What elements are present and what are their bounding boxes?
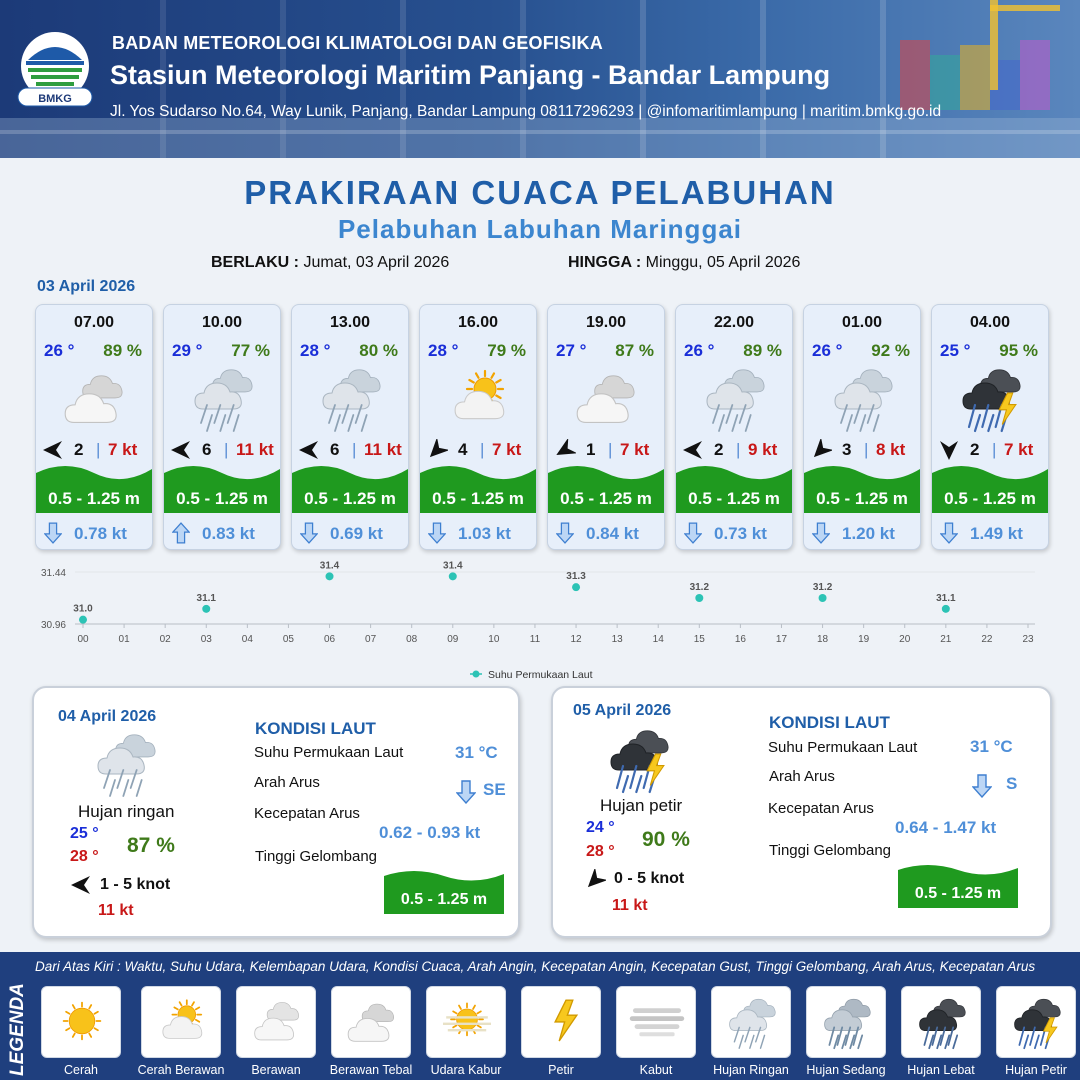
arrow-down-icon [972, 774, 992, 798]
wind-direction-icon [70, 874, 92, 896]
wave-label: Tinggi Gelombang [769, 842, 892, 859]
legend-label: Cerah [63, 1063, 99, 1077]
legend-marker [473, 671, 480, 678]
wave-value: 0.5 - 1.25 m [400, 891, 488, 908]
forecast-time: 01.00 [841, 314, 883, 331]
day-panel-1 [32, 686, 520, 938]
wind-speed: 6 [202, 440, 212, 459]
forecast-temperature: 28 ° [300, 341, 331, 360]
x-tick-label: 15 [693, 634, 705, 645]
valid-from-value: Jumat, 03 April 2026 [303, 254, 450, 271]
hujan-ringan-icon [183, 361, 263, 433]
berawan-icon [245, 991, 309, 1051]
kabut-icon [625, 991, 689, 1051]
day-humidity: 87 % [127, 834, 175, 857]
day-gust: 11 kt [612, 897, 648, 914]
forecast-card [547, 304, 665, 550]
x-tick-label: 16 [734, 634, 746, 645]
legend-vertical-title [0, 952, 32, 1080]
day-temp-max: 28 ° [70, 848, 99, 865]
wave-height: 0.5 - 1.25 m [816, 489, 908, 508]
current-dir-value: S [1006, 774, 1018, 793]
legend-label: Hujan Lebat [907, 1063, 975, 1077]
wind-row [810, 439, 918, 461]
forecast-time: 16.00 [457, 314, 499, 331]
hujan-lebat-icon [910, 991, 974, 1051]
wave-height: 0.5 - 1.25 m [304, 489, 396, 508]
wind-direction-icon [682, 439, 704, 461]
x-tick-label: 02 [159, 634, 171, 645]
arrow-down-icon [428, 521, 446, 545]
day-wind-speed: 0 - 5 knot [614, 870, 685, 887]
valid-to-label: HINGGA : [568, 254, 642, 271]
sst-point [572, 583, 580, 591]
hujan-petir-icon [1005, 991, 1069, 1051]
legend-label: Suhu Permukaan Laut [488, 669, 593, 681]
port-name: Pelabuhan Labuhan Maringgai [337, 214, 743, 244]
gust-speed: 9 kt [748, 440, 778, 459]
forecast-temperature: 26 ° [812, 341, 843, 360]
x-tick-label: 09 [447, 634, 459, 645]
current-speed-value: 0.64 - 1.47 kt [895, 818, 997, 837]
wind-direction-icon [298, 439, 320, 461]
wind-speed: 6 [330, 440, 340, 459]
sst-point-label: 31.2 [689, 582, 710, 593]
current-speed: 1.20 kt [842, 524, 895, 543]
gust-speed: 11 kt [236, 440, 274, 459]
sst-point-label: 31.4 [319, 560, 340, 572]
forecast-time: 10.00 [201, 314, 243, 331]
y-tick-label: 30.96 [40, 620, 66, 631]
legend-vertical-text: LEGENDA [7, 983, 28, 1076]
wind-row [682, 439, 790, 461]
wind-direction-icon [426, 439, 448, 461]
day-panel-date: 04 April 2026 [58, 708, 157, 725]
gust-speed: 7 kt [492, 440, 522, 459]
x-tick-label: 21 [940, 634, 952, 645]
legend-tile-berawan [236, 986, 316, 1058]
current-speed-value: 0.62 - 0.93 kt [379, 823, 481, 842]
wave-height: 0.5 - 1.25 m [48, 489, 140, 508]
arrow-down-icon [684, 521, 702, 545]
current-speed: 0.83 kt [202, 524, 255, 543]
forecast-humidity: 95 % [999, 341, 1038, 360]
x-tick-label: 03 [200, 634, 212, 645]
station-address: Jl. Yos Sudarso No.64, Way Lunik, Panjang, Bandar Lampung 08117296293 | @infomaritimlampung | maritim.bmkg.go.id [110, 103, 942, 120]
legend-tile-hujan-lebat [901, 986, 981, 1058]
udara-kabur-icon [435, 991, 499, 1051]
wave-height: 0.5 - 1.25 m [688, 489, 780, 508]
separator: | [352, 440, 357, 459]
current-row [300, 521, 404, 545]
sst-point-label: 31.3 [566, 571, 586, 583]
day-weather-icon [86, 726, 166, 798]
sst-value: 31 °C [455, 743, 498, 762]
sst-point-label: 31.0 [73, 603, 93, 615]
current-row [684, 521, 788, 545]
wind-speed: 4 [458, 440, 468, 459]
petir-icon [530, 991, 594, 1051]
forecast-card [291, 304, 409, 550]
separator: | [224, 440, 229, 459]
current-row [172, 521, 276, 545]
sst-point-label: 31.4 [443, 560, 463, 572]
x-tick-label: 12 [570, 634, 582, 645]
legend-label: Berawan Tebal [329, 1063, 413, 1077]
gust-speed: 11 kt [364, 440, 402, 459]
wind-speed: 1 [586, 440, 596, 459]
berawan-tebal-icon [567, 361, 647, 433]
arrow-down-icon [556, 521, 574, 545]
forecast-temperature: 29 ° [172, 341, 203, 360]
sst-point-label: 31.1 [936, 592, 956, 604]
org-name: BADAN METEOROLOGI KLIMATOLOGI DAN GEOFISIKA [112, 33, 603, 53]
forecast-time: 13.00 [329, 314, 371, 331]
separator: | [992, 440, 997, 459]
hujan-ringan-icon [720, 991, 784, 1051]
cerah-icon [50, 991, 114, 1051]
legend-tile-cerah [41, 986, 121, 1058]
day-condition: Hujan petir [600, 796, 683, 815]
gust-speed: 8 kt [876, 440, 906, 459]
current-row [556, 521, 660, 545]
forecast-card [931, 304, 1049, 550]
separator: | [96, 440, 101, 459]
legend-tile-berawan-tebal [331, 986, 411, 1058]
arrow-down-icon [300, 521, 318, 545]
arrow-down-icon [940, 521, 958, 545]
wind-direction-icon [810, 439, 832, 461]
sst-label: Suhu Permukaan Laut [768, 739, 918, 756]
x-tick-label: 22 [981, 634, 993, 645]
forecast-humidity: 80 % [359, 341, 398, 360]
berawan-tebal-icon [340, 991, 404, 1051]
forecast-temperature: 26 ° [44, 341, 75, 360]
current-speed: 0.69 kt [330, 524, 383, 543]
legend-label: Hujan Petir [1005, 1063, 1067, 1077]
current-dir-label: Arah Arus [769, 768, 835, 785]
separator: | [480, 440, 485, 459]
x-tick-label: 00 [77, 634, 89, 645]
sea-condition-title: KONDISI LAUT [769, 713, 890, 732]
legend-label: Berawan [251, 1063, 301, 1077]
valid-to [568, 254, 800, 272]
legend-description: Dari Atas Kiri : Waktu, Suhu Udara, Kelembapan Udara, Kondisi Cuaca, Arah Angin, Kecepatan Angin, Kecepatan Gust, Tinggi Gelombang, Arah Arus, Kecepatan Arus [35, 959, 1036, 974]
gust-speed: 7 kt [620, 440, 650, 459]
forecast-temperature: 28 ° [428, 341, 459, 360]
forecast-temperature: 25 ° [940, 341, 971, 360]
wind-speed: 2 [970, 440, 980, 459]
forecast-humidity: 77 % [231, 341, 270, 360]
current-speed-label: Kecepatan Arus [768, 800, 874, 817]
day-humidity: 90 % [642, 828, 690, 851]
page-title: PRAKIRAAN CUACA PELABUHAN [244, 174, 836, 211]
wind-row [298, 439, 406, 461]
day-temp-min: 25 ° [70, 825, 99, 842]
valid-to-value: Minggu, 05 April 2026 [645, 254, 801, 271]
current-row [940, 521, 1044, 545]
forecast-time: 19.00 [585, 314, 627, 331]
day-gust: 11 kt [98, 902, 134, 919]
station-name: Stasiun Meteorologi Maritim Panjang - Bandar Lampung [110, 60, 831, 90]
sst-chart [30, 560, 1050, 685]
sst-point [695, 594, 703, 602]
legend-label: Hujan Ringan [713, 1063, 789, 1077]
x-tick-label: 08 [406, 634, 418, 645]
x-tick-label: 01 [118, 634, 130, 645]
forecast-humidity: 79 % [487, 341, 526, 360]
current-row [44, 521, 148, 545]
separator: | [736, 440, 741, 459]
legend [0, 952, 1080, 1080]
current-speed: 0.73 kt [714, 524, 767, 543]
arrow-up-icon [172, 521, 190, 545]
current-speed-label: Kecepatan Arus [254, 805, 360, 822]
forecast-time: 22.00 [713, 314, 755, 331]
day-panel-date: 05 April 2026 [573, 702, 672, 719]
wind-speed: 3 [842, 440, 852, 459]
forecast-humidity: 89 % [743, 341, 782, 360]
wind-row [170, 439, 278, 461]
bmkg-logo [14, 30, 96, 108]
current-row [428, 521, 532, 545]
cerah-berawan-icon [439, 361, 519, 433]
forecast-time: 04.00 [969, 314, 1011, 331]
legend-tile-hujan-ringan [711, 986, 791, 1058]
sst-point [326, 572, 334, 580]
forecast-time: 07.00 [73, 314, 115, 331]
wind-row [42, 439, 150, 461]
sst-point [942, 605, 950, 613]
x-tick-label: 17 [775, 634, 788, 645]
x-tick-label: 07 [365, 634, 377, 645]
sst-point-label: 31.2 [812, 582, 833, 593]
x-tick-label: 23 [1022, 634, 1034, 645]
bmkg-logo-text: BMKG [38, 93, 72, 105]
x-tick-label: 19 [858, 634, 870, 645]
x-tick-label: 14 [652, 634, 664, 645]
gust-speed: 7 kt [1004, 440, 1034, 459]
hujan-ringan-icon [695, 361, 775, 433]
separator: | [864, 440, 869, 459]
forecast-card [163, 304, 281, 550]
wind-speed: 2 [714, 440, 724, 459]
separator: | [608, 440, 613, 459]
cerah-berawan-icon [150, 991, 214, 1051]
wind-direction-icon [554, 439, 576, 461]
wind-direction-icon [938, 439, 960, 461]
current-speed: 1.03 kt [458, 524, 511, 543]
forecast-temperature: 27 ° [556, 341, 587, 360]
x-tick-label: 04 [241, 634, 253, 645]
wave-label: Tinggi Gelombang [255, 848, 378, 865]
forecast-card [803, 304, 921, 550]
x-tick-label: 10 [488, 634, 500, 645]
sst-point [819, 594, 827, 602]
legend-label: Cerah Berawan [137, 1063, 225, 1077]
day-condition: Hujan ringan [78, 802, 175, 821]
day-wind-speed: 1 - 5 knot [100, 876, 171, 893]
wind-direction-icon [584, 869, 606, 891]
valid-from [211, 254, 449, 272]
gust-speed: 7 kt [108, 440, 138, 459]
day-temp-max: 28 ° [586, 843, 615, 860]
forecast-card [35, 304, 153, 550]
current-speed: 0.78 kt [74, 524, 127, 543]
wind-speed: 2 [74, 440, 84, 459]
legend-tile-hujan-sedang [806, 986, 886, 1058]
current-speed: 0.84 kt [586, 524, 639, 543]
x-tick-label: 20 [899, 634, 911, 645]
arrow-down-icon [812, 521, 830, 545]
arrow-down-icon [456, 780, 476, 804]
day-temp-min: 24 ° [586, 819, 615, 836]
hujan-sedang-icon [815, 991, 879, 1051]
current-dir-label: Arah Arus [254, 774, 320, 791]
forecast-humidity: 87 % [615, 341, 654, 360]
wind-row [426, 439, 534, 461]
day1-date: 03 April 2026 [37, 278, 136, 295]
berawan-tebal-icon [55, 361, 135, 433]
forecast-humidity: 92 % [871, 341, 910, 360]
legend-tile-petir [521, 986, 601, 1058]
current-speed: 1.49 kt [970, 524, 1023, 543]
day-weather-icon [599, 722, 679, 794]
legend-tile-cerah-berawan [141, 986, 221, 1058]
sst-point-label: 31.1 [196, 592, 216, 604]
wind-row [554, 439, 662, 461]
legend-label: Petir [548, 1063, 574, 1077]
sst-label: Suhu Permukaan Laut [254, 744, 404, 761]
day-panel-2 [551, 686, 1052, 938]
header-banner [0, 0, 1080, 158]
hujan-ringan-icon [823, 361, 903, 433]
x-tick-label: 18 [817, 634, 829, 645]
x-tick-label: 06 [323, 634, 336, 645]
legend-label: Hujan Sedang [806, 1063, 886, 1077]
legend-tile-udara-kabur [426, 986, 506, 1058]
hujan-petir-icon [951, 361, 1031, 433]
sea-condition-title: KONDISI LAUT [255, 719, 376, 738]
legend-label: Udara Kabur [430, 1063, 502, 1077]
wave-height: 0.5 - 1.25 m [176, 489, 268, 508]
x-tick-label: 05 [282, 634, 294, 645]
wave-height: 0.5 - 1.25 m [432, 489, 524, 508]
legend-tile-hujan-petir [996, 986, 1076, 1058]
x-tick-label: 13 [611, 634, 623, 645]
valid-from-label: BERLAKU : [211, 254, 299, 271]
wind-direction-icon [170, 439, 192, 461]
x-tick-label: 11 [529, 634, 541, 645]
wave-height: 0.5 - 1.25 m [560, 489, 652, 508]
wave-height: 0.5 - 1.25 m [944, 489, 1036, 508]
sst-point [202, 605, 210, 613]
current-row [812, 521, 916, 545]
forecast-humidity: 89 % [103, 341, 142, 360]
forecast-card [419, 304, 537, 550]
forecast-temperature: 26 ° [684, 341, 715, 360]
arrow-down-icon [44, 521, 62, 545]
sst-value: 31 °C [970, 737, 1013, 756]
sst-point [449, 572, 457, 580]
forecast-card [675, 304, 793, 550]
hujan-ringan-icon [311, 361, 391, 433]
wind-direction-icon [42, 439, 64, 461]
legend-tile-kabut [616, 986, 696, 1058]
y-tick-label: 31.44 [40, 568, 66, 579]
legend-label: Kabut [639, 1063, 673, 1077]
wind-row [938, 439, 1046, 461]
sst-point [79, 616, 87, 624]
wave-value: 0.5 - 1.25 m [914, 885, 1002, 902]
current-dir-value: SE [483, 780, 506, 799]
